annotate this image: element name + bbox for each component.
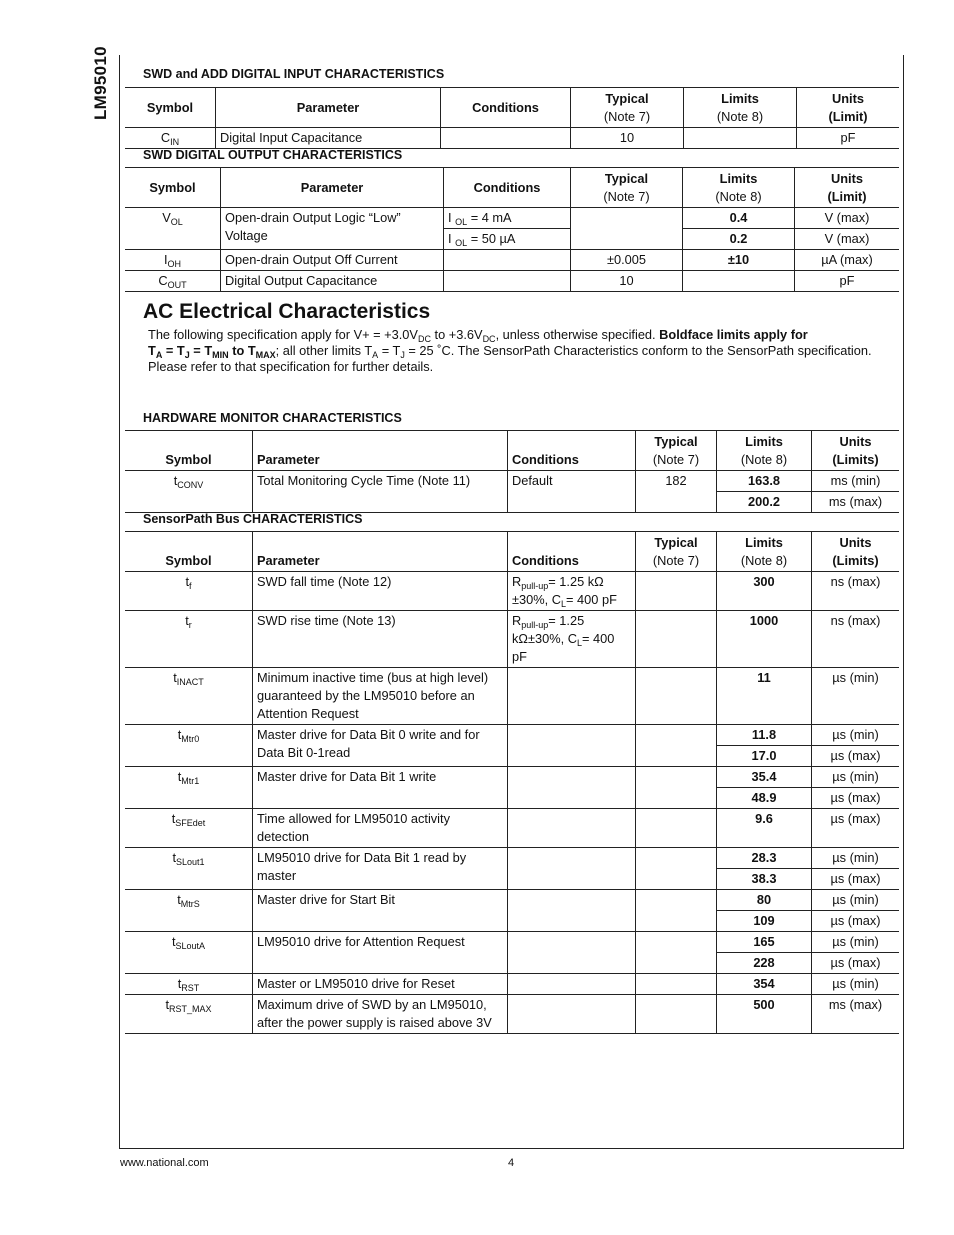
parameter-cell: Digital Output Capacitance: [221, 271, 444, 292]
conditions-cell: [508, 668, 636, 725]
header-limits: Limits (Note 8): [684, 88, 797, 128]
parameter-cell: Time allowed for LM95010 activity detection: [253, 809, 508, 848]
table-row: [125, 471, 899, 492]
symbol-cell: $C_{OUT}$: [125, 271, 221, 292]
units-cell: µs (max): [812, 809, 900, 848]
units-cell: ns (max): [812, 611, 900, 668]
symbol-cell: $t_r$: [125, 611, 253, 668]
units-cell: µs (min): [812, 725, 900, 746]
parameter-cell: Master drive for Data Bit 1 write: [253, 767, 508, 809]
table-row: [125, 809, 899, 848]
symbol-cell: $t_{Mtr1}$: [125, 767, 253, 809]
table-row: [125, 767, 899, 788]
limits-cell: 1000: [717, 611, 812, 668]
limits-cell: [684, 128, 797, 149]
table-row: [125, 848, 899, 869]
typical-cell: 10: [571, 128, 684, 149]
swd-output-table: [125, 167, 899, 292]
limits-cell: 0.2: [683, 229, 795, 250]
conditions-cell: Default: [508, 471, 636, 513]
limits-cell: 80: [717, 890, 812, 911]
limits-cell: ±10: [683, 250, 795, 271]
symbol-cell: $t_{Mtr0}$: [125, 725, 253, 767]
parameter-cell: Digital Input Capacitance: [216, 128, 441, 149]
symbol-cell: $t_{MtrS}$: [125, 890, 253, 932]
units-cell: µA (max): [795, 250, 900, 271]
conditions-cell: [508, 974, 636, 995]
hw-monitor-table: [125, 430, 899, 513]
header-symbol: Symbol: [125, 168, 221, 208]
parameter-cell: Open-drain Output Off Current: [221, 250, 444, 271]
typical-cell: [571, 208, 683, 250]
limits-cell: 11: [717, 668, 812, 725]
header-units: Units (Limits): [812, 431, 900, 471]
section-heading-ac: AC Electrical Characteristics: [143, 300, 431, 323]
header-limits: Limits (Note 8): [717, 431, 812, 471]
parameter-cell: Total Monitoring Cycle Time (Note 11): [253, 471, 508, 513]
typical-cell: [636, 767, 717, 809]
units-cell: µs (min): [812, 932, 900, 953]
header-parameter: Parameter: [216, 88, 441, 128]
table-row: [125, 271, 899, 292]
limits-cell: 300: [717, 572, 812, 611]
symbol-cell: $t_{SFEdet}$: [125, 809, 253, 848]
header-parameter: Parameter: [253, 431, 508, 471]
units-cell: ms (max): [812, 995, 900, 1034]
units-cell: µs (min): [812, 890, 900, 911]
typical-cell: [636, 932, 717, 974]
header-conditions: Conditions: [508, 532, 636, 572]
symbol-cell: $I_{OH}$: [125, 250, 221, 271]
limits-cell: [683, 271, 795, 292]
sensorpath-table: [125, 531, 899, 1034]
swd-input-table: [125, 87, 899, 149]
limits-cell: 500: [717, 995, 812, 1034]
parameter-cell: Minimum inactive time (bus at high level) guaranteed by the LM95010 before an Attention Request: [253, 668, 508, 725]
header-conditions: Conditions: [508, 431, 636, 471]
header-typical: Typical (Note 7): [571, 88, 684, 128]
footer-website: www.national.com: [120, 1157, 209, 1169]
conditions-cell: [508, 809, 636, 848]
typical-cell: [636, 995, 717, 1034]
header-symbol: Symbol: [125, 431, 253, 471]
conditions-cell: I $_{OL}$ = 4 mA: [444, 208, 571, 229]
limits-cell: 0.4: [683, 208, 795, 229]
units-cell: µs (max): [812, 869, 900, 890]
header-parameter: Parameter: [221, 168, 444, 208]
header-symbol: Symbol: [125, 88, 216, 128]
conditions-cell: $R_{pull-up}= 1.25$ kΩ±30%, $C_L= 400$ pF: [508, 611, 636, 668]
limits-cell: 11.8: [717, 725, 812, 746]
limits-cell: 354: [717, 974, 812, 995]
typical-cell: 10: [571, 271, 683, 292]
symbol-cell: $t_{RST\_MAX}$: [125, 995, 253, 1034]
units-cell: µs (max): [812, 953, 900, 974]
typical-cell: [636, 974, 717, 995]
section-title-hw-monitor: HARDWARE MONITOR CHARACTERISTICS: [143, 411, 402, 425]
parameter-cell: SWD fall time (Note 12): [253, 572, 508, 611]
typical-cell: 182: [636, 471, 717, 513]
header-units: Units (Limits): [812, 532, 900, 572]
units-cell: ns (max): [812, 572, 900, 611]
table-row: [125, 572, 899, 611]
units-cell: µs (max): [812, 788, 900, 809]
limits-cell: 109: [717, 911, 812, 932]
footer-page-number: 4: [508, 1157, 515, 1169]
typical-cell: [636, 890, 717, 932]
header-limits: Limits (Note 8): [683, 168, 795, 208]
symbol-cell: $t_f$: [125, 572, 253, 611]
limits-cell: 163.8: [717, 471, 812, 492]
symbol-cell: $t_{CONV}$: [125, 471, 253, 513]
parameter-cell: Master or LM95010 drive for Reset: [253, 974, 508, 995]
table-row: [125, 128, 899, 149]
table-row: [125, 250, 899, 271]
parameter-cell: LM95010 drive for Attention Request: [253, 932, 508, 974]
units-cell: ms (max): [812, 492, 900, 513]
table-row: [125, 668, 899, 725]
units-cell: µs (min): [812, 848, 900, 869]
parameter-cell: Open-drain Output Logic “Low” Voltage: [221, 208, 444, 250]
section-title-swd-input: SWD and ADD DIGITAL INPUT CHARACTERISTICS: [143, 67, 445, 81]
header-typical: Typical (Note 7): [571, 168, 683, 208]
typical-cell: [636, 611, 717, 668]
symbol-cell: $C_{IN}$: [125, 128, 216, 149]
conditions-cell: I $_{OL}$ = 50 µA: [444, 229, 571, 250]
parameter-cell: LM95010 drive for Data Bit 1 read by master: [253, 848, 508, 890]
typical-cell: ±0.005: [571, 250, 683, 271]
header-typical: Typical (Note 7): [636, 431, 717, 471]
part-number-vertical-title: LM95010: [91, 46, 110, 120]
units-cell: pF: [797, 128, 900, 149]
limits-cell: 38.3: [717, 869, 812, 890]
limits-cell: 35.4: [717, 767, 812, 788]
conditions-cell: [508, 932, 636, 974]
limits-cell: 48.9: [717, 788, 812, 809]
table-row: [125, 995, 899, 1034]
units-cell: µs (max): [812, 746, 900, 767]
symbol-cell: $t_{SLoutA}$: [125, 932, 253, 974]
conditions-cell: [444, 250, 571, 271]
table-row: [125, 208, 899, 229]
header-units: Units (Limit): [795, 168, 900, 208]
symbol-cell: $t_{SLout1}$: [125, 848, 253, 890]
table-row: [125, 974, 899, 995]
typical-cell: [636, 668, 717, 725]
header-parameter: Parameter: [253, 532, 508, 572]
header-conditions: Conditions: [441, 88, 571, 128]
conditions-cell: [508, 725, 636, 767]
units-cell: V (max): [795, 229, 900, 250]
parameter-cell: Maximum drive of SWD by an LM95010, after the power supply is raised above 3V: [253, 995, 508, 1034]
header-units: Units (Limit): [797, 88, 900, 128]
table-row: [125, 611, 899, 668]
table-row: [125, 725, 899, 746]
table-row: [125, 932, 899, 953]
header-symbol: Symbol: [125, 532, 253, 572]
header-limits: Limits (Note 8): [717, 532, 812, 572]
ac-intro-paragraph: The following specification apply for $V+ = +3.0V_{DC}$ to $+3.6V_{DC}$, unless otherwise specified. Boldface limits apply for $T_A = T_J = T_{MIN}$ to $T_{MAX}$; all other limits $T_A = T_J = 25$ ˚C. The SensorPath Characteristics conform to the SensorPath specification. Please refer to that specification for further details.: [148, 327, 872, 374]
units-cell: µs (min): [812, 668, 900, 725]
typical-cell: [636, 572, 717, 611]
conditions-cell: [441, 128, 571, 149]
typical-cell: [636, 725, 717, 767]
units-cell: ms (min): [812, 471, 900, 492]
units-cell: µs (min): [812, 974, 900, 995]
limits-cell: 228: [717, 953, 812, 974]
limits-cell: 9.6: [717, 809, 812, 848]
units-cell: pF: [795, 271, 900, 292]
units-cell: V (max): [795, 208, 900, 229]
units-cell: µs (max): [812, 911, 900, 932]
conditions-cell: [508, 995, 636, 1034]
conditions-cell: [508, 848, 636, 890]
limits-cell: 200.2: [717, 492, 812, 513]
parameter-cell: Master drive for Data Bit 0 write and for Data Bit 0-1read: [253, 725, 508, 767]
limits-cell: 28.3: [717, 848, 812, 869]
header-typical: Typical (Note 7): [636, 532, 717, 572]
symbol-cell: $t_{RST}$: [125, 974, 253, 995]
parameter-cell: SWD rise time (Note 13): [253, 611, 508, 668]
limits-cell: 165: [717, 932, 812, 953]
units-cell: µs (min): [812, 767, 900, 788]
header-conditions: Conditions: [444, 168, 571, 208]
conditions-cell: $R_{pull-up}= 1.25$ kΩ ±30%, $C_L= 400$ pF: [508, 572, 636, 611]
parameter-cell: Master drive for Start Bit: [253, 890, 508, 932]
conditions-cell: [508, 767, 636, 809]
symbol-cell: $V_{OL}$: [125, 208, 221, 250]
typical-cell: [636, 848, 717, 890]
section-title-swd-output: SWD DIGITAL OUTPUT CHARACTERISTICS: [143, 148, 403, 162]
table-row: [125, 890, 899, 911]
typical-cell: [636, 809, 717, 848]
conditions-cell: [508, 890, 636, 932]
limits-cell: 17.0: [717, 746, 812, 767]
conditions-cell: [444, 271, 571, 292]
symbol-cell: $t_{INACT}$: [125, 668, 253, 725]
section-title-sensorpath: SensorPath Bus CHARACTERISTICS: [143, 512, 363, 526]
